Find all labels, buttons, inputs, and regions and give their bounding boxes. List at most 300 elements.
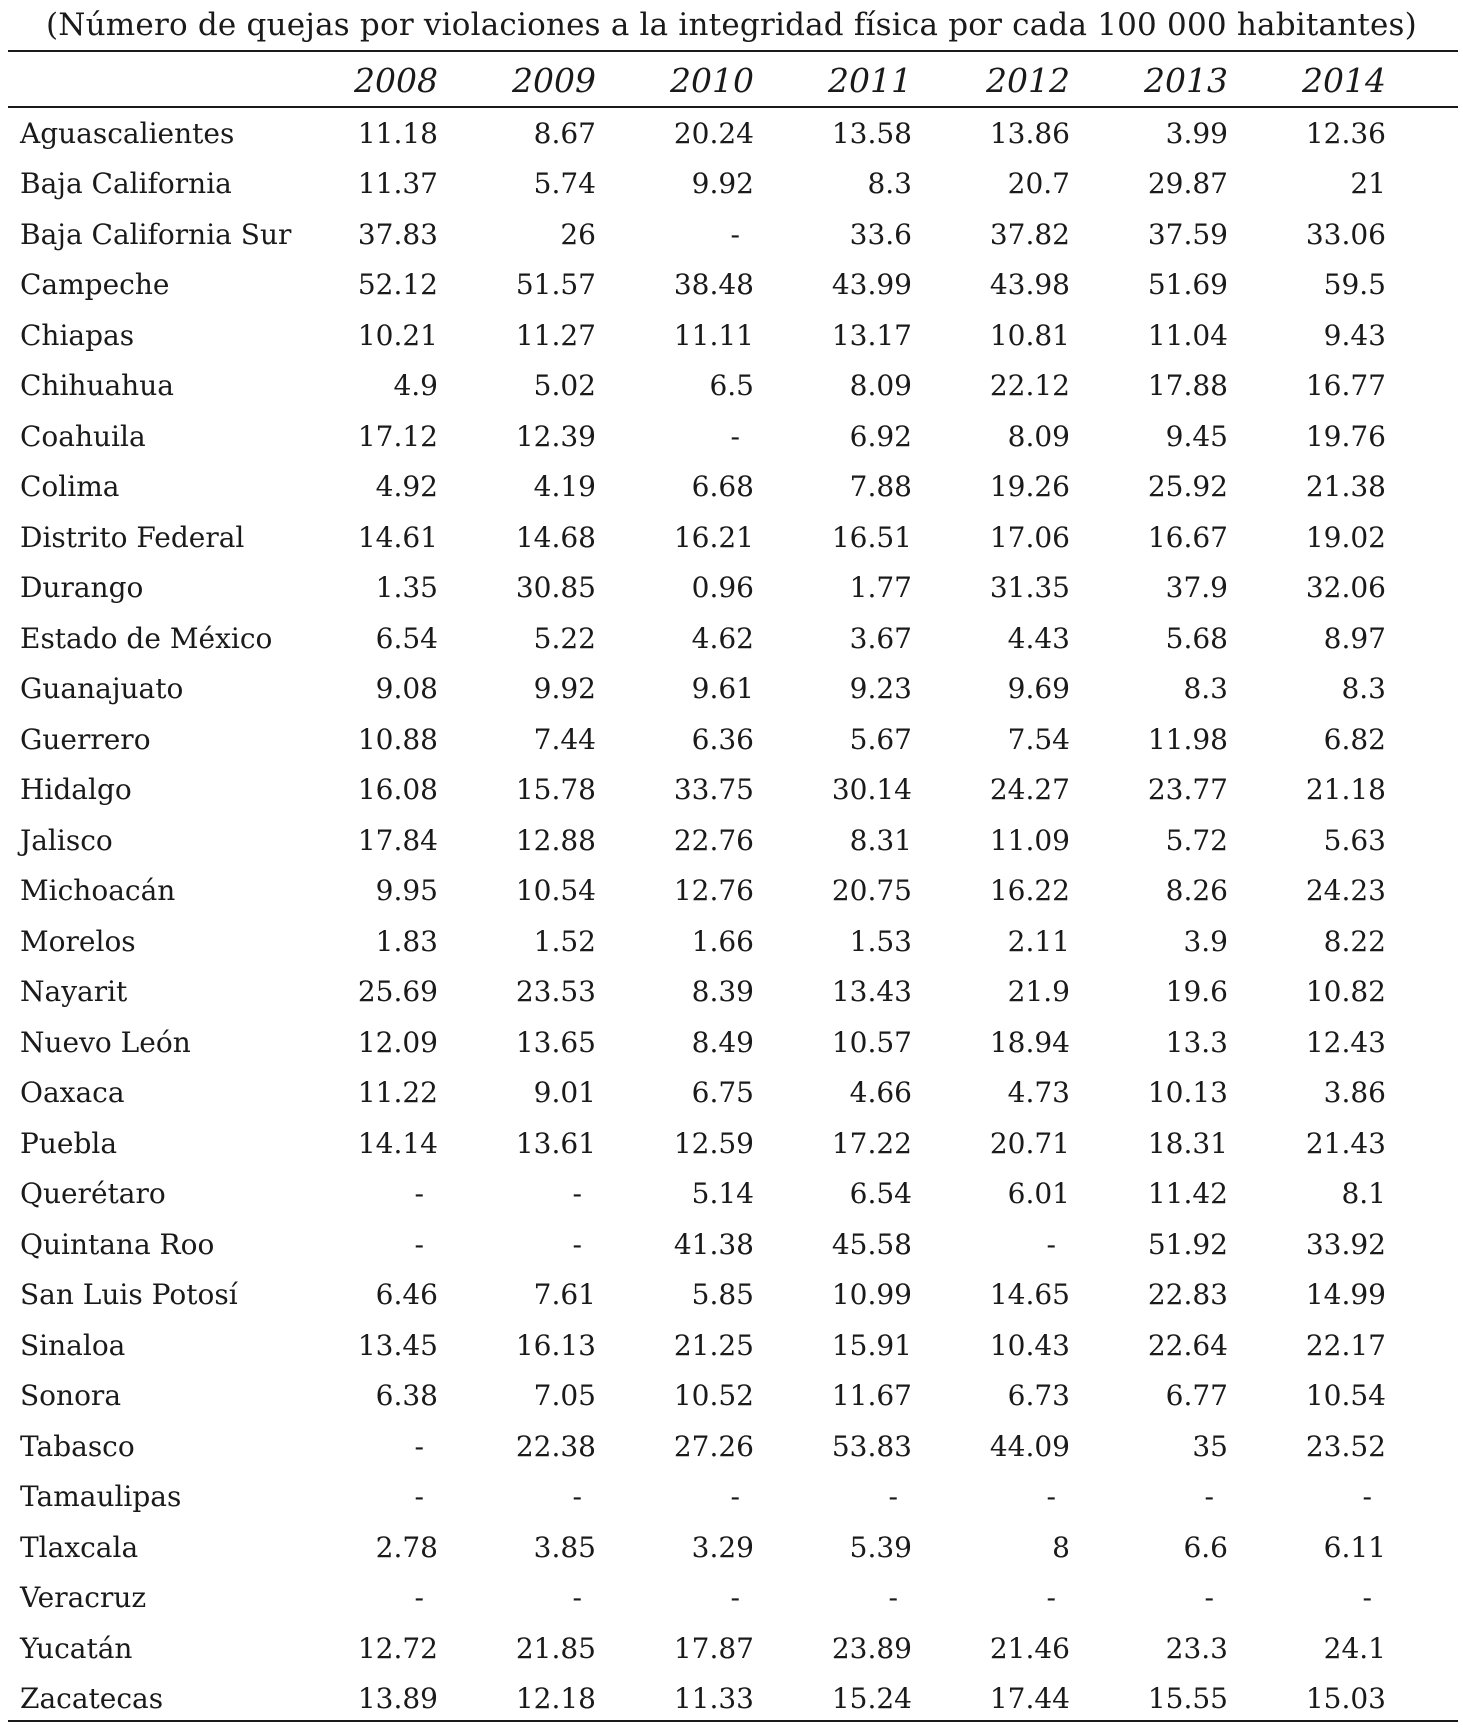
table-row (8, 108, 1458, 159)
value-cell: - (572, 1581, 582, 1615)
value-cell: 1.77 (849, 571, 912, 605)
value-cell: - (1204, 1581, 1214, 1615)
value-cell: 12.36 (1305, 116, 1386, 150)
value-cell: 15.78 (515, 773, 596, 807)
value-cell: 3.85 (533, 1530, 596, 1564)
state-name-cell: Estado de México (20, 621, 273, 655)
table-row (8, 209, 1458, 260)
value-cell: - (1204, 1480, 1214, 1514)
value-cell: 24.23 (1305, 874, 1386, 908)
table-row (8, 462, 1458, 513)
table-row (8, 866, 1458, 917)
value-cell: 45.58 (831, 1227, 912, 1261)
value-cell: 22.12 (989, 369, 1070, 403)
value-cell: 5.85 (691, 1278, 754, 1312)
value-cell: 7.44 (533, 722, 596, 756)
state-name-cell: Nuevo León (20, 1025, 191, 1059)
state-name-cell: Nayarit (20, 975, 128, 1009)
value-cell: 24.27 (989, 773, 1070, 807)
value-cell: 2.78 (375, 1530, 438, 1564)
state-name-cell: Tabasco (20, 1429, 135, 1463)
state-name-cell: Yucatán (20, 1631, 133, 1665)
value-cell: 13.61 (515, 1126, 596, 1160)
value-cell: 25.69 (357, 975, 438, 1009)
value-cell: 21 (1350, 167, 1386, 201)
value-cell: 6.82 (1323, 722, 1386, 756)
value-cell: 8.09 (849, 369, 912, 403)
table-row (8, 765, 1458, 816)
value-cell: 33.6 (849, 217, 912, 251)
value-cell: 22.83 (1147, 1278, 1228, 1312)
value-cell: 21.85 (515, 1631, 596, 1665)
value-cell: - (1362, 1480, 1372, 1514)
value-cell: 37.83 (357, 217, 438, 251)
state-column-header (8, 52, 288, 108)
value-cell: 24.1 (1323, 1631, 1386, 1665)
value-cell: 8.67 (533, 116, 596, 150)
value-cell: 8.1 (1341, 1177, 1386, 1211)
value-cell: 23.52 (1305, 1429, 1386, 1463)
value-cell: 12.59 (673, 1126, 754, 1160)
value-cell: - (414, 1429, 424, 1463)
value-cell: - (414, 1177, 424, 1211)
value-cell: 6.6 (1183, 1530, 1228, 1564)
value-cell: 6.38 (375, 1379, 438, 1413)
table-row (8, 916, 1458, 967)
value-cell: 51.69 (1147, 268, 1228, 302)
value-cell: 43.98 (989, 268, 1070, 302)
state-name-cell: Durango (20, 571, 144, 605)
value-cell: - (730, 1480, 740, 1514)
value-cell: 9.43 (1323, 318, 1386, 352)
value-cell: 6.75 (691, 1076, 754, 1110)
value-cell: 23.3 (1165, 1631, 1228, 1665)
value-cell: 11.67 (831, 1379, 912, 1413)
state-name-cell: Chihuahua (20, 369, 174, 403)
state-name-cell: Hidalgo (20, 773, 132, 807)
value-cell: 19.76 (1305, 419, 1386, 453)
value-cell: 6.73 (1007, 1379, 1070, 1413)
year-header: 2012 (986, 60, 1070, 100)
state-name-cell: Veracruz (20, 1581, 147, 1615)
value-cell: 8.49 (691, 1025, 754, 1059)
state-name-cell: Sinaloa (20, 1328, 126, 1362)
table-row (8, 411, 1458, 462)
value-cell: 4.62 (691, 621, 754, 655)
value-cell: 59.5 (1323, 268, 1386, 302)
value-cell: 3.86 (1323, 1076, 1386, 1110)
value-cell: 11.04 (1147, 318, 1228, 352)
table-row (8, 1573, 1458, 1624)
value-cell: 37.9 (1165, 571, 1228, 605)
value-cell: 11.33 (673, 1682, 754, 1716)
value-cell: 10.52 (673, 1379, 754, 1413)
table-row (8, 1371, 1458, 1422)
value-cell: 11.22 (357, 1076, 438, 1110)
value-cell: 21.18 (1305, 773, 1386, 807)
value-cell: - (1046, 1480, 1056, 1514)
value-cell: 51.57 (515, 268, 596, 302)
value-cell: 17.44 (989, 1682, 1070, 1716)
value-cell: 20.75 (831, 874, 912, 908)
value-cell: - (730, 419, 740, 453)
value-cell: 3.9 (1183, 924, 1228, 958)
value-cell: 3.29 (691, 1530, 754, 1564)
value-cell: 9.45 (1165, 419, 1228, 453)
value-cell: 9.95 (375, 874, 438, 908)
value-cell: 4.43 (1007, 621, 1070, 655)
state-name-cell: Oaxaca (20, 1076, 125, 1110)
value-cell: 13.86 (989, 116, 1070, 150)
value-cell: 33.92 (1305, 1227, 1386, 1261)
table-row (8, 1169, 1458, 1220)
value-cell: 21.46 (989, 1631, 1070, 1665)
value-cell: 7.54 (1007, 722, 1070, 756)
value-cell: 14.68 (515, 520, 596, 554)
value-cell: 12.88 (515, 823, 596, 857)
value-cell: 22.76 (673, 823, 754, 857)
state-name-cell: Jalisco (20, 823, 113, 857)
value-cell: 8 (1052, 1530, 1070, 1564)
value-cell: 10.21 (357, 318, 438, 352)
table-row (8, 310, 1458, 361)
value-cell: 17.88 (1147, 369, 1228, 403)
value-cell: 16.77 (1305, 369, 1386, 403)
value-cell: - (888, 1480, 898, 1514)
value-cell: 15.91 (831, 1328, 912, 1362)
table-row (8, 1472, 1458, 1523)
value-cell: 44.09 (989, 1429, 1070, 1463)
state-name-cell: Campeche (20, 268, 170, 302)
value-cell: - (730, 1581, 740, 1615)
value-cell: 21.25 (673, 1328, 754, 1362)
year-header: 2011 (828, 60, 912, 100)
value-cell: - (730, 217, 740, 251)
value-cell: 14.61 (357, 520, 438, 554)
table-row (8, 159, 1458, 210)
year-header: 2010 (670, 60, 754, 100)
value-cell: 16.51 (831, 520, 912, 554)
value-cell: 9.08 (375, 672, 438, 706)
table-row (8, 1219, 1458, 1270)
value-cell: 11.42 (1147, 1177, 1228, 1211)
table-row (8, 1623, 1458, 1674)
value-cell: 13.45 (357, 1328, 438, 1362)
value-cell: 4.92 (375, 470, 438, 504)
value-cell: 4.66 (849, 1076, 912, 1110)
table-row (8, 664, 1458, 715)
state-name-cell: Distrito Federal (20, 520, 245, 554)
table-row (8, 1421, 1458, 1472)
value-cell: 15.24 (831, 1682, 912, 1716)
state-name-cell: Morelos (20, 924, 136, 958)
value-cell: - (572, 1177, 582, 1211)
value-cell: 11.98 (1147, 722, 1228, 756)
value-cell: 13.17 (831, 318, 912, 352)
value-cell: 13.89 (357, 1682, 438, 1716)
value-cell: 15.03 (1305, 1682, 1386, 1716)
value-cell: 8.3 (867, 167, 912, 201)
value-cell: 8.3 (1341, 672, 1386, 706)
state-name-cell: Chiapas (20, 318, 135, 352)
value-cell: 8.22 (1323, 924, 1386, 958)
value-cell: 7.61 (533, 1278, 596, 1312)
value-cell: 22.17 (1305, 1328, 1386, 1362)
value-cell: 5.39 (849, 1530, 912, 1564)
value-cell: 8.3 (1183, 672, 1228, 706)
state-name-cell: Querétaro (20, 1177, 166, 1211)
value-cell: 7.05 (533, 1379, 596, 1413)
year-header: 2014 (1302, 60, 1386, 100)
value-cell: 8.31 (849, 823, 912, 857)
value-cell: 12.18 (515, 1682, 596, 1716)
value-cell: 21.38 (1305, 470, 1386, 504)
value-cell: 20.71 (989, 1126, 1070, 1160)
value-cell: 17.22 (831, 1126, 912, 1160)
value-cell: 10.81 (989, 318, 1070, 352)
table-row (8, 563, 1458, 614)
value-cell: 6.54 (375, 621, 438, 655)
value-cell: 9.61 (691, 672, 754, 706)
value-cell: 10.54 (515, 874, 596, 908)
value-cell: 0.96 (691, 571, 754, 605)
state-name-cell: Zacatecas (20, 1682, 164, 1716)
table-row (8, 260, 1458, 311)
value-cell: 30.85 (515, 571, 596, 605)
value-cell: 16.22 (989, 874, 1070, 908)
value-cell: 16.08 (357, 773, 438, 807)
value-cell: 13.65 (515, 1025, 596, 1059)
state-name-cell: Michoacán (20, 874, 176, 908)
state-name-cell: Colima (20, 470, 120, 504)
value-cell: 5.63 (1323, 823, 1386, 857)
value-cell: 38.48 (673, 268, 754, 302)
value-cell: 21.9 (1007, 975, 1070, 1009)
value-cell: 11.37 (357, 167, 438, 201)
value-cell: 20.7 (1007, 167, 1070, 201)
value-cell: 5.02 (533, 369, 596, 403)
value-cell: - (572, 1480, 582, 1514)
value-cell: 5.68 (1165, 621, 1228, 655)
value-cell: 35 (1192, 1429, 1228, 1463)
value-cell: 17.87 (673, 1631, 754, 1665)
value-cell: 43.99 (831, 268, 912, 302)
value-cell: - (1362, 1581, 1372, 1615)
value-cell: - (414, 1480, 424, 1514)
state-name-cell: Guerrero (20, 722, 151, 756)
value-cell: 6.11 (1323, 1530, 1386, 1564)
complaints-table (8, 0, 1458, 1724)
state-name-cell: Baja California (20, 167, 232, 201)
value-cell: 32.06 (1305, 571, 1386, 605)
value-cell: 22.64 (1147, 1328, 1228, 1362)
value-cell: 6.36 (691, 722, 754, 756)
table-row (8, 1320, 1458, 1371)
table-row (8, 1017, 1458, 1068)
value-cell: 10.82 (1305, 975, 1386, 1009)
value-cell: 6.77 (1165, 1379, 1228, 1413)
value-cell: 22.38 (515, 1429, 596, 1463)
value-cell: 1.83 (375, 924, 438, 958)
value-cell: 37.82 (989, 217, 1070, 251)
value-cell: 9.23 (849, 672, 912, 706)
value-cell: 9.01 (533, 1076, 596, 1110)
value-cell: 4.9 (393, 369, 438, 403)
value-cell: 19.6 (1165, 975, 1228, 1009)
year-header: 2009 (512, 60, 596, 100)
value-cell: 1.66 (691, 924, 754, 958)
value-cell: 26 (560, 217, 596, 251)
state-name-cell: San Luis Potosí (20, 1278, 238, 1312)
value-cell: 18.31 (1147, 1126, 1228, 1160)
value-cell: 20.24 (673, 116, 754, 150)
state-name-cell: Tlaxcala (20, 1530, 139, 1564)
state-name-cell: Coahuila (20, 419, 146, 453)
value-cell: 5.72 (1165, 823, 1228, 857)
value-cell: 12.43 (1305, 1025, 1386, 1059)
table-row (8, 815, 1458, 866)
value-cell: 9.92 (691, 167, 754, 201)
value-cell: 27.26 (673, 1429, 754, 1463)
value-cell: 1.52 (533, 924, 596, 958)
state-name-cell: Tamaulipas (20, 1480, 182, 1514)
table-row (8, 1522, 1458, 1573)
state-name-cell: Guanajuato (20, 672, 184, 706)
value-cell: 16.13 (515, 1328, 596, 1362)
value-cell: 2.11 (1007, 924, 1070, 958)
value-cell: 6.01 (1007, 1177, 1070, 1211)
value-cell: 23.89 (831, 1631, 912, 1665)
state-name-cell: Sonora (20, 1379, 122, 1413)
value-cell: - (414, 1581, 424, 1615)
table-row (8, 714, 1458, 765)
value-cell: 6.68 (691, 470, 754, 504)
value-cell: 8.26 (1165, 874, 1228, 908)
value-cell: 11.09 (989, 823, 1070, 857)
value-cell: 10.88 (357, 722, 438, 756)
value-cell: 14.14 (357, 1126, 438, 1160)
value-cell: 15.55 (1147, 1682, 1228, 1716)
value-cell: 8.39 (691, 975, 754, 1009)
value-cell: - (572, 1227, 582, 1261)
value-cell: 51.92 (1147, 1227, 1228, 1261)
value-cell: 5.67 (849, 722, 912, 756)
value-cell: 41.38 (673, 1227, 754, 1261)
table-row (8, 1674, 1458, 1725)
value-cell: 12.76 (673, 874, 754, 908)
table-row (8, 1270, 1458, 1321)
value-cell: 16.67 (1147, 520, 1228, 554)
table-row (8, 512, 1458, 563)
value-cell: 10.13 (1147, 1076, 1228, 1110)
value-cell: 23.53 (515, 975, 596, 1009)
value-cell: 33.75 (673, 773, 754, 807)
value-cell: 19.02 (1305, 520, 1386, 554)
value-cell: 6.5 (709, 369, 754, 403)
value-cell: 6.92 (849, 419, 912, 453)
value-cell: 6.54 (849, 1177, 912, 1211)
value-cell: 13.3 (1165, 1025, 1228, 1059)
value-cell: 10.54 (1305, 1379, 1386, 1413)
value-cell: 16.21 (673, 520, 754, 554)
value-cell: 11.27 (515, 318, 596, 352)
value-cell: 18.94 (989, 1025, 1070, 1059)
value-cell: 9.69 (1007, 672, 1070, 706)
value-cell: 30.14 (831, 773, 912, 807)
value-cell: 13.58 (831, 116, 912, 150)
value-cell: 33.06 (1305, 217, 1386, 251)
table-row (8, 1118, 1458, 1169)
year-header: 2008 (354, 60, 438, 100)
year-header-row (8, 52, 1458, 108)
value-cell: 5.74 (533, 167, 596, 201)
value-cell: 7.88 (849, 470, 912, 504)
value-cell: 14.65 (989, 1278, 1070, 1312)
table-caption: (Número de quejas por violaciones a la integridad física por cada 100 000 habitantes) (46, 7, 1417, 43)
value-cell: 5.22 (533, 621, 596, 655)
value-cell: - (888, 1581, 898, 1615)
value-cell: 23.77 (1147, 773, 1228, 807)
value-cell: 17.06 (989, 520, 1070, 554)
table-body (8, 108, 1458, 1724)
state-name-cell: Aguascalientes (20, 116, 235, 150)
value-cell: 31.35 (989, 571, 1070, 605)
value-cell: 17.12 (357, 419, 438, 453)
value-cell: 25.92 (1147, 470, 1228, 504)
value-cell: 8.09 (1007, 419, 1070, 453)
value-cell: 19.26 (989, 470, 1070, 504)
value-cell: 13.43 (831, 975, 912, 1009)
state-name-cell: Baja California Sur (20, 217, 292, 251)
value-cell: - (1046, 1227, 1056, 1261)
value-cell: 29.87 (1147, 167, 1228, 201)
value-cell: 37.59 (1147, 217, 1228, 251)
state-name-cell: Quintana Roo (20, 1227, 215, 1261)
value-cell: 9.92 (533, 672, 596, 706)
value-cell: 3.67 (849, 621, 912, 655)
value-cell: 5.14 (691, 1177, 754, 1211)
value-cell: 52.12 (357, 268, 438, 302)
value-cell: 4.73 (1007, 1076, 1070, 1110)
value-cell: 3.99 (1165, 116, 1228, 150)
value-cell: 10.57 (831, 1025, 912, 1059)
table-row (8, 361, 1458, 412)
value-cell: 1.35 (375, 571, 438, 605)
value-cell: 17.84 (357, 823, 438, 857)
value-cell: 14.99 (1305, 1278, 1386, 1312)
value-cell: 8.97 (1323, 621, 1386, 655)
value-cell: 12.72 (357, 1631, 438, 1665)
value-cell: 11.18 (357, 116, 438, 150)
state-name-cell: Puebla (20, 1126, 118, 1160)
value-cell: 12.09 (357, 1025, 438, 1059)
value-cell: 12.39 (515, 419, 596, 453)
table-row (8, 967, 1458, 1018)
value-cell: 1.53 (849, 924, 912, 958)
value-cell: 10.43 (989, 1328, 1070, 1362)
value-cell: 4.19 (533, 470, 596, 504)
value-cell: 53.83 (831, 1429, 912, 1463)
value-cell: 6.46 (375, 1278, 438, 1312)
value-cell: 11.11 (673, 318, 754, 352)
value-cell: 10.99 (831, 1278, 912, 1312)
year-header: 2013 (1144, 60, 1228, 100)
value-cell: - (1046, 1581, 1056, 1615)
table-row (8, 613, 1458, 664)
table-row (8, 1068, 1458, 1119)
value-cell: - (414, 1227, 424, 1261)
value-cell: 21.43 (1305, 1126, 1386, 1160)
